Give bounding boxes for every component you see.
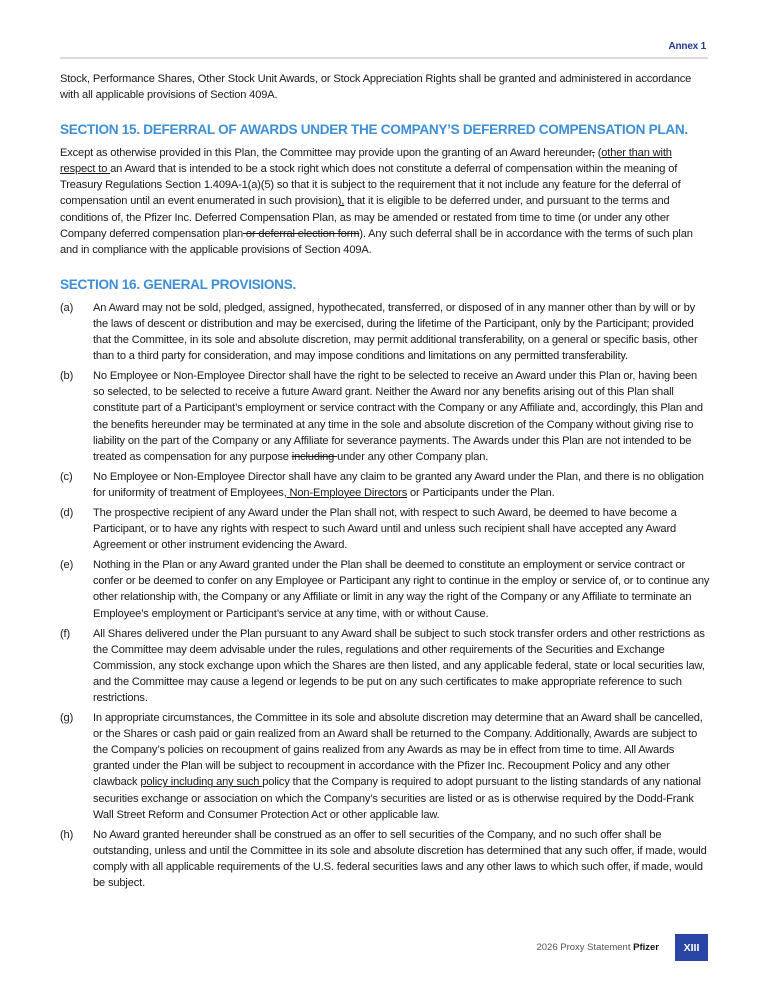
page-footer (536, 934, 708, 961)
deleted-text: or deferral election form (243, 227, 360, 240)
header-divider (60, 57, 708, 59)
provision-text: No Employee or Non-Employee Director shall have any claim to be granted any Award under the Plan, and there is no obligation for uniformity of treatment of Employees, Non-Employee Directors or Participants under the Plan. (93, 470, 704, 499)
provision-d (60, 505, 710, 553)
provision-label: (f) (60, 627, 71, 640)
inserted-text: policy including any such (140, 776, 263, 789)
provision-text: Nothing in the Plan or any Award granted under the Plan shall be deemed to constitute an employment or service contract or confer or be deemed to confer on any Employee or Participant any right to continue in the employ or service of, or to continue any other relationship with, the Company or any Affiliate or limit in any way the right of the Company or any Affiliate to terminate an Employee’s employment or Participant’s service at any time, with or without Cause. (93, 559, 710, 620)
provision-text: No Employee or Non-Employee Director shall have the right to be selected to receive an Award under this Plan or, having been so selected, to be selected to receive a future Award grant. Neither the Award nor any benefits arising out of this Plan shall constitute part of a Participant’s employment or service contract with the Company or any Affiliate and, accordingly, this Plan and the benefits hereunder may be terminated at any time in the sole and absolute discretion of the Company without giving rise to liability on the part of the Company or any Affiliate for severance payments. The Awards under this Plan are not intended to be treated as compensation for any purpose including under any other Company plan. (93, 370, 703, 463)
inserted-text: , Non-Employee Directors (283, 486, 408, 499)
provision-c (60, 469, 710, 501)
provision-label: (c) (60, 470, 73, 483)
section-16-heading: SECTION 16. GENERAL PROVISIONS. (60, 276, 296, 292)
provision-label: (d) (60, 506, 74, 519)
footer-text: 2026 Proxy Statement Pfizer (536, 942, 659, 953)
provision-g (60, 710, 710, 823)
provision-label: (b) (60, 370, 74, 383)
provision-text: An Award may not be sold, pledged, assigned, hypothecated, transferred, or disposed of in any manner other than by will or by the laws of descent or distribution and may be exercised, during the lifetime of the Participant, only by the Participant; provided that the Committee, in its sole and absolute discretion, may permit additional transferability, on a general or specific basis, other than to a third party for consideration, and may impose conditions and limitations on any permitted transferability. (93, 301, 698, 363)
provision-label: (e) (60, 559, 74, 572)
provision-text: All Shares delivered under the Plan pursuant to any Award shall be subject to such stock transfer orders and other restrictions as the Committee may deem advisable under the rules, regulations and other requirements of the Securities and Exchange Commission, any stock exchange upon which the Shares are then listed, and any applicable federal, state or local securities law, and the Committee may cause a legend or legends to be put on any such certificates to make appropriate reference to such restrictions. (93, 627, 705, 704)
provision-label: (h) (60, 828, 74, 841)
provision-h (60, 827, 710, 891)
deleted-text: , (591, 147, 595, 160)
inserted-text: ), (337, 195, 345, 208)
provision-text: In appropriate circumstances, the Committee in its sole and absolute discretion may determine that an Award shall be cancelled, or the Shares or cash paid or gain realized from an Award shall be returned to the Company. Additionally, Awards are subject to the Company’s policies on recoupment of gains realized from any Awards as may be in effect from time to time. All Awards granted under the Plan will be subject to recoupment in accordance with the Pfizer Inc. Recoupment Policy and any other clawback policy including any such policy that the Company is required to adopt pursuant to the listing standards of any national securities exchange or association on which the Company’s securities are listed or as is otherwise required by the Dodd-Frank Wall Street Reform and Consumer Protection Act or other applicable law. (93, 712, 703, 821)
provision-e (60, 557, 710, 621)
document-body (60, 71, 710, 895)
provision-text: No Award granted hereunder shall be construed as an offer to sell securities of the Company, and no such offer shall be outstanding, unless and until the Committee in its sole and absolute discretion has determined that any such offer, if made, would comply with all applicable requirements of the U.S. federal securities laws and any other laws to which such offer, if made, would be subject. (93, 828, 707, 890)
inserted-text: other than with respect to (60, 147, 672, 176)
annex-label: Annex 1 (668, 41, 706, 52)
page-number-badge: XIII (675, 934, 708, 961)
deleted-text: including (291, 450, 338, 463)
provision-b (60, 368, 710, 465)
brand-name: Pfizer (633, 942, 659, 953)
provision-a (60, 300, 710, 364)
provision-text: The prospective recipient of any Award under the Plan shall not, with respect to such Award, be deemed to have become a Participant, or to have any rights with respect to such Award until and unless such recipient shall have accepted any Award Agreement or other instrument evidencing the Award. (93, 506, 677, 552)
provision-label: (g) (60, 712, 74, 725)
intro-paragraph: Stock, Performance Shares, Other Stock Unit Awards, or Stock Appreciation Rights shall be granted and administered in accordance with all applicable provisions of Section 409A. (60, 73, 692, 102)
section-15-paragraph: Except as otherwise provided in this Plan, the Committee may provide upon the granting of an Award hereunder, (other than with respect to an Award that is intended to be a stock right which does not constitute a deferral of compensation within the meaning of Treasury Regulations Section 1.409A-1(a)(5) so that it is subject to the requirement that it not include any feature for the deferral of compensation until an event enumerated in such provision), that it is eligible to be deferred under, and pursuant to the terms and conditions of, the Pfizer Inc. Deferred Compensation Plan, as may be amended or restated from time to time (or under any other Company deferred compensation plan or deferral election form). Any such deferral shall be in accordance with the terms of such plan and in compliance with the applicable provisions of Section 409A. (60, 147, 693, 256)
provision-f (60, 626, 710, 706)
provision-label: (a) (60, 301, 74, 314)
section-15-heading: SECTION 15. DEFERRAL OF AWARDS UNDER THE COMPANY’S DEFERRED COMPENSATION PLAN. (60, 122, 688, 138)
